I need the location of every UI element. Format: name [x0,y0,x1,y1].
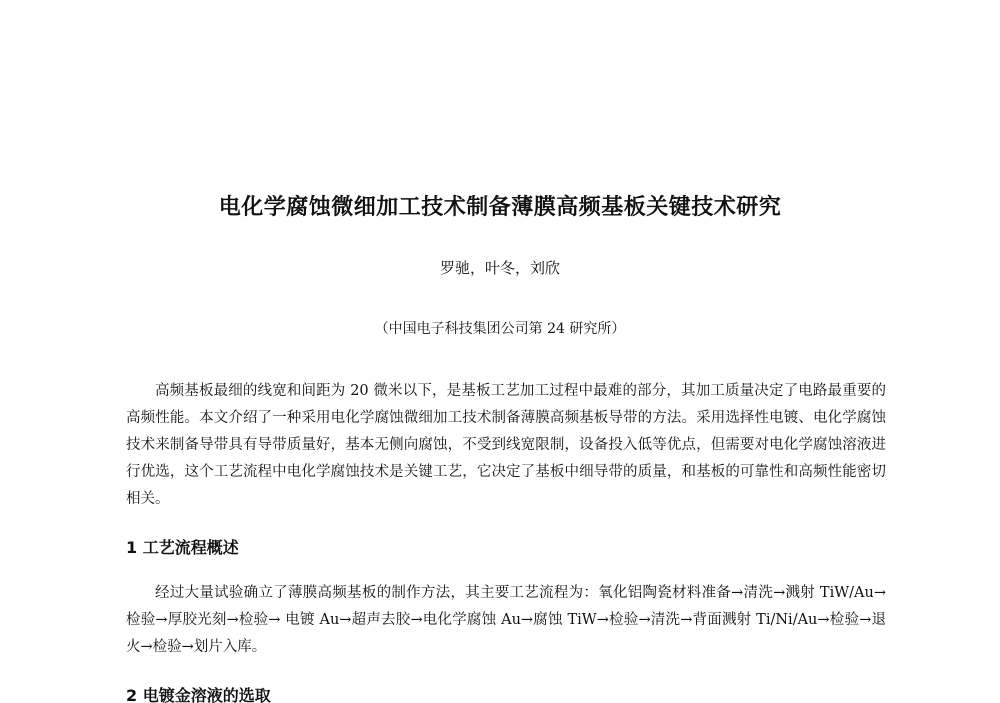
author-list: 罗驰，叶冬，刘欣 [439,259,560,277]
abstract-paragraph: 高频基板最细的线宽和间距为 20 微米以下，是基板工艺加工过程中最难的部分，其加工质量决定了电路最重要的高频性能。本文介绍了一种采用电化学腐蚀微细加工技术制备薄膜高频基板导带的方法。采用选择性电镀、电化学腐蚀技术来制备导带具有导带质量好，基本无侧向腐蚀，不受到线宽限制，设备投入低等优点，但需要对电化学腐蚀溶液进行优选，这个工艺流程中电化学腐蚀技术是关键工艺，它决定了基板中细导带的质量，和基板的可靠性和高频性能密切相关。 [126,383,886,507]
section-body-process-overview: 经过大量试验确立了薄膜高频基板的制作方法，其主要工艺流程为：氧化铝陶瓷材料准备→清洗→溅射 TiW/Au→检验→厚胶光刻→检验→ 电镀 Au→超声去胶→电化学腐蚀 Au→腐蚀 TiW→检验→清洗→背面溅射 Ti/Ni/Au→检验→退火→检验→划片入库。 [126,585,886,655]
section-heading-gold-plating-solution: 2 电镀金溶液的选取 [126,686,271,703]
affiliation: （中国电子科技集团公司第 24 研究所） [374,321,626,337]
section-heading-process-overview: 1 工艺流程概述 [126,538,239,557]
paper-title: 电化学腐蚀微细加工技术制备薄膜高频基板关键技术研究 [218,194,782,220]
